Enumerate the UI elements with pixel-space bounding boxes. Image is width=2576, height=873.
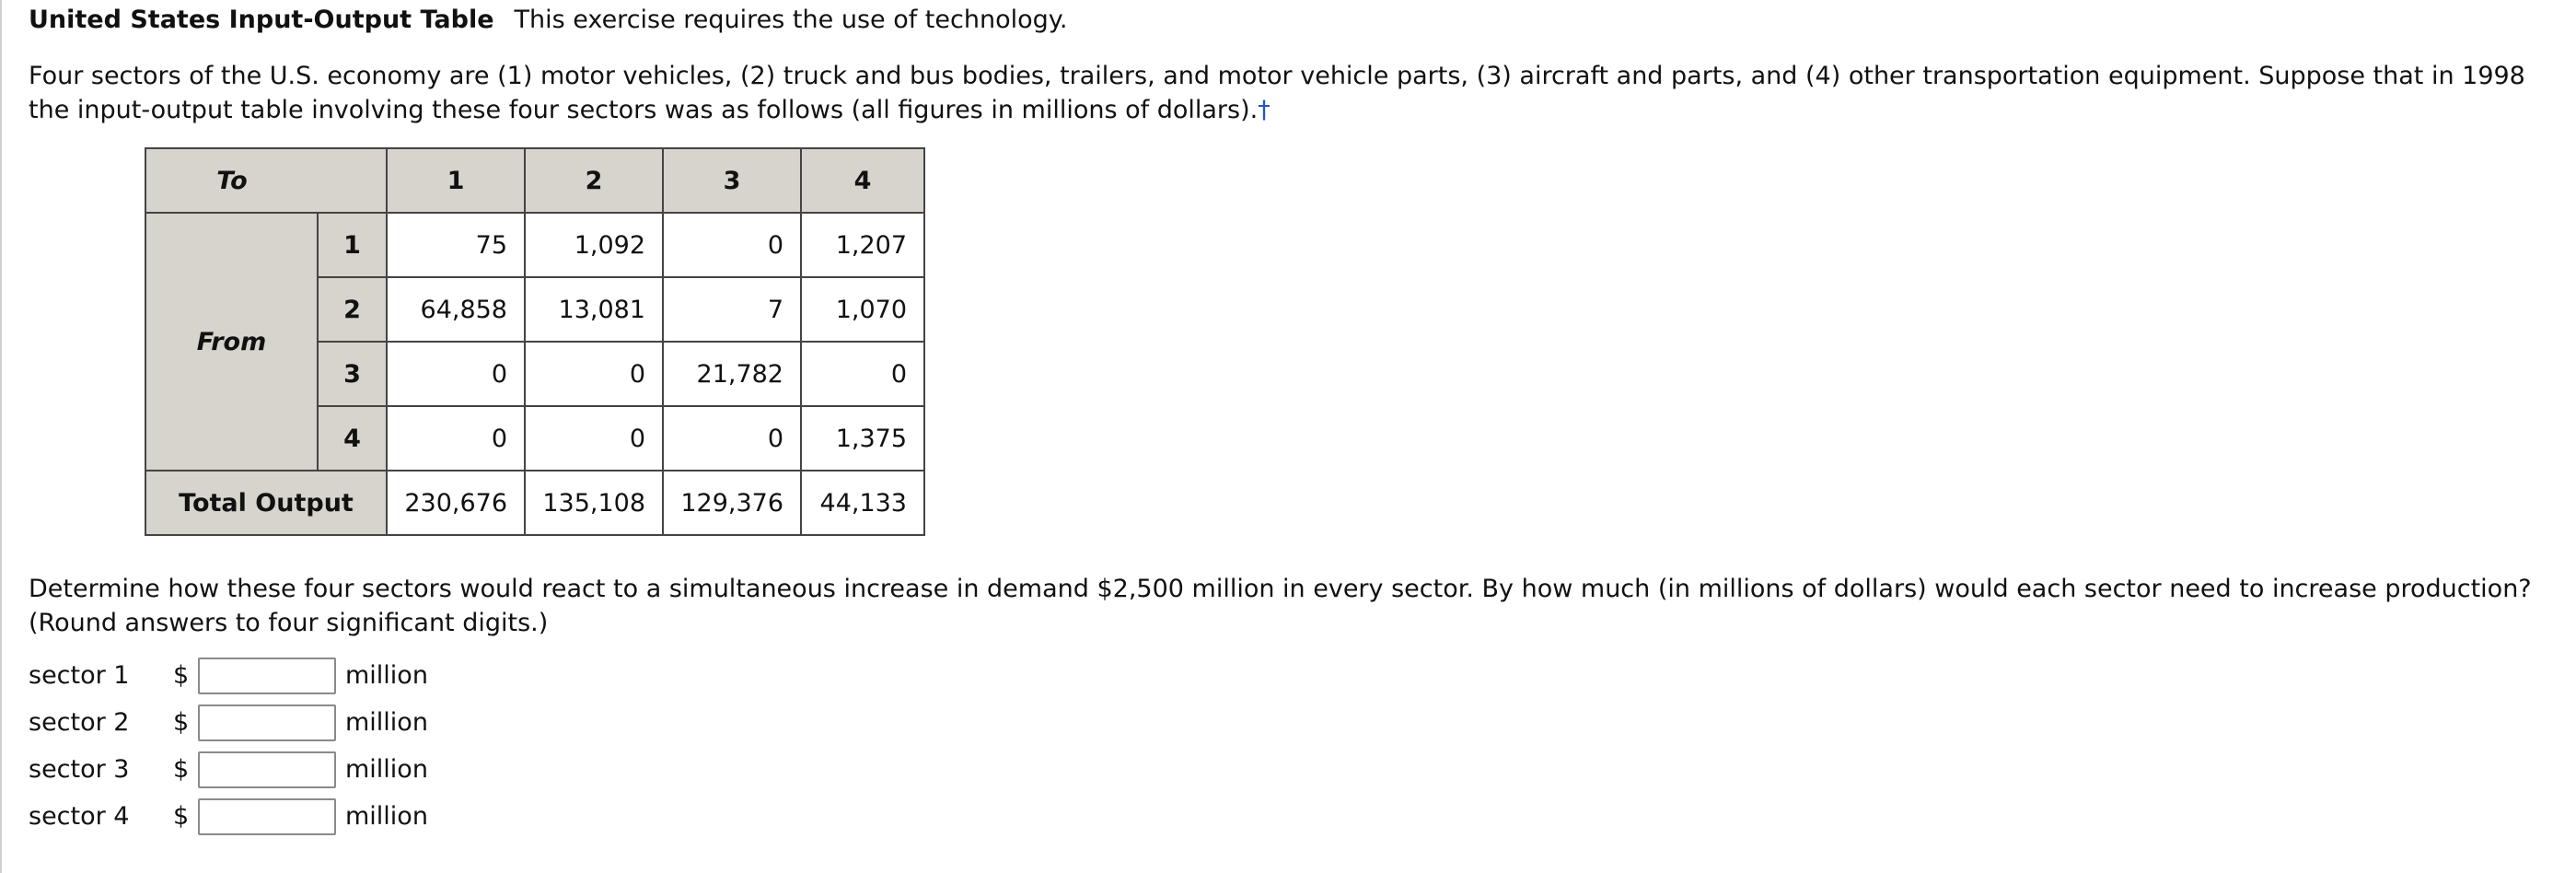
column-header: 4 <box>801 148 924 213</box>
sector-4-answer-input[interactable] <box>198 798 336 835</box>
exercise-content <box>29 3 2551 127</box>
table-cell: 1,070 <box>801 277 924 342</box>
answer-row-sector-1 <box>29 652 428 699</box>
column-header: 3 <box>663 148 801 213</box>
table-cell: 0 <box>663 213 801 277</box>
unit-label: million <box>345 661 428 690</box>
table-cell: 13,081 <box>525 277 663 342</box>
problem-intro <box>29 59 2551 127</box>
table-cell: 0 <box>525 406 663 471</box>
unit-label: million <box>345 755 428 784</box>
table-cell: 7 <box>663 277 801 342</box>
table-cell: 1,207 <box>801 213 924 277</box>
from-label: From <box>145 213 318 471</box>
table-cell: 1,375 <box>801 406 924 471</box>
currency-symbol: $ <box>173 755 190 784</box>
row-header: 4 <box>318 406 387 471</box>
question-text: Determine how these four sectors would react to a simultaneous increase in demand $2,500 million in every sector. By how much (in millions of dollars) would each sector need to increase production? (Round answers to four significant digits.) <box>29 575 2532 637</box>
exercise-header <box>29 3 2551 40</box>
sector-label: sector 3 <box>29 755 130 784</box>
intro-text: Four sectors of the U.S. economy are (1) motor vehicles, (2) truck and bus bodies, trailers, and motor vehicle parts, (3) aircraft and parts, and (4) other transportation equipment. Suppose that in 1998 the input-output table involving these four sectors was as follows (all figures in millions of dollars). <box>29 62 2525 124</box>
unit-label: million <box>345 708 428 737</box>
sector-2-answer-input[interactable] <box>198 704 336 741</box>
row-header: 2 <box>318 277 387 342</box>
sector-3-answer-input[interactable] <box>198 751 336 788</box>
sector-label: sector 1 <box>29 661 130 690</box>
total-output-cell: 44,133 <box>801 471 924 535</box>
answer-row-sector-2 <box>29 699 428 746</box>
table-cell: 0 <box>663 406 801 471</box>
total-output-cell: 135,108 <box>525 471 663 535</box>
total-output-cell: 230,676 <box>387 471 525 535</box>
table-cell: 64,858 <box>387 277 525 342</box>
unit-label: million <box>345 802 428 831</box>
total-output-label: Total Output <box>145 471 387 535</box>
total-output-cell: 129,376 <box>663 471 801 535</box>
sector-1-answer-input[interactable] <box>198 658 336 694</box>
to-label: To <box>145 148 318 213</box>
answer-list <box>29 652 428 840</box>
column-header: 2 <box>525 148 663 213</box>
answer-row-sector-3 <box>29 746 428 793</box>
table-cell: 21,782 <box>663 342 801 406</box>
table-header-row <box>145 148 924 213</box>
sector-label: sector 2 <box>29 708 130 737</box>
input-output-table <box>145 147 925 536</box>
left-border <box>0 0 2 873</box>
currency-symbol: $ <box>173 708 190 737</box>
table-row <box>145 213 924 277</box>
table-cell: 0 <box>801 342 924 406</box>
footnote-link[interactable]: † <box>1258 96 1271 124</box>
total-output-row <box>145 471 924 535</box>
row-header: 1 <box>318 213 387 277</box>
currency-symbol: $ <box>173 802 190 831</box>
header-blank-cell <box>318 148 387 213</box>
table-cell: 75 <box>387 213 525 277</box>
table-cell: 1,092 <box>525 213 663 277</box>
table-cell: 0 <box>387 406 525 471</box>
exercise-title: United States Input-Output Table <box>29 6 494 34</box>
currency-symbol: $ <box>173 661 190 690</box>
table-cell: 0 <box>525 342 663 406</box>
technology-note: This exercise requires the use of technology. <box>514 6 1068 34</box>
sector-label: sector 4 <box>29 802 130 831</box>
row-header: 3 <box>318 342 387 406</box>
answer-row-sector-4 <box>29 793 428 840</box>
table-cell: 0 <box>387 342 525 406</box>
column-header: 1 <box>387 148 525 213</box>
